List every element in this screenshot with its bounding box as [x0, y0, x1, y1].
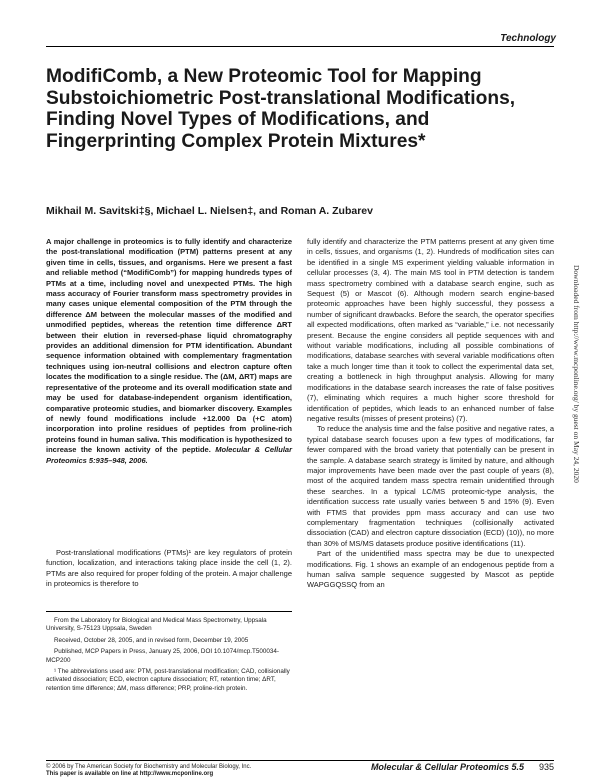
article-title: ModifiComb, a New Proteomic Tool for Mapping Substoichiometric Post-translational Modifications, Finding Novel Types of Modifications, and Fingerprinting Complex Protein Mixtures* [46, 66, 516, 152]
body-paragraph-1: fully identify and characterize the PTM patterns present at any given time in cells, tissues, and organisms (1, 2). Hundreds of modification sites can be identified in a single MS experiment yielding valuable information in cellular processes (3, 4). The main MS tool in PTM detection is tandem mass spectrometry combined with a database search engine, such as Sequest (5) or Mascot (6). Although modern search engine-based proteomic approaches have been highly successful, they possess a number of significant drawbacks. Before the search, the operator specifies all expected modifications, often marked as “variable,” i.e. not necessarily present. Because the engine considers all peptide sequences with and without variable modifications, including all possible combinations of modifications, database searches with several variable modifications often take a much longer time than it took to collect the experimental data set, creating a bottleneck in high throughput analysis. Allowing for many modifications in the database search increases the rate of false positives (7), eliminating which requires a much higher score threshold for identification of peptides, which leads to an enhanced number of false negative results (misses of present proteins) (7). [307, 237, 554, 423]
body-paragraph-3: Part of the unidentified mass spectra may be due to unexpected modifications. Fig. 1 shows an example of an endogenous peptide from a human saliva sample sequence suggested by Mascot as peptide WAPGGQSSQ from an [307, 549, 554, 590]
abstract-citation: Molecular & Cellular Proteomics 5:935–948, 2006. [46, 445, 293, 465]
abbreviations-note: ¹ The abbreviations used are: PTM, post-translational modification; CAD, collisionally activated dissociation; ECD, electron capture dissociation; RT, retention time; ΔRT, retention time difference; ΔM, mass difference; PRP, proline-rich protein. [46, 668, 290, 692]
footnote-rule [46, 611, 292, 612]
right-column [307, 237, 554, 591]
availability-link[interactable]: This paper is available on line at http://www.mcponline.org [46, 771, 214, 777]
header-rule [46, 46, 554, 47]
copyright: © 2006 by The American Society for Biochemistry and Molecular Biology, Inc. [46, 764, 252, 770]
received-note: Received, October 28, 2005, and in revised form, December 19, 2005 [54, 636, 249, 644]
footer-rule [46, 760, 554, 761]
affiliation-note: From the Laboratory for Biological and Medical Mass Spectrometry, Uppsala University, S-75123 Uppsala, Sweden [46, 617, 267, 633]
published-note: Published, MCP Papers in Press, January 25, 2006, DOI 10.1074/mcp.T500034-MCP200 [46, 648, 279, 664]
abstract-text: A major challenge in proteomics is to fully identify and characterize the post-translational modification (PTM) patterns present at any given time in cells, tissues, and organisms. Here we present a fast and reliable method (“ModifiComb”) for mapping hundreds types of PTMs at a time, including novel and unexpected PTMs. The high mass accuracy of Fourier transform mass spectrometry provides in many cases unique elemental composition of the PTM through the difference ΔM between the molecular masses of the modified and unmodified peptides, whereas the retention time difference ΔRT between their elution in reversed-phase liquid chromatography provides an additional dimension for PTM identification. Abundant sequence information obtained with complementary fragmentation techniques using ion-neutral collisions and electron capture often locates the modification to a single residue. The (ΔM, ΔRT) maps are representative of the proteome and its overall modification state and may be used for database-independent organism identification, comparative proteomic studies, and biomarker discovery. Examples of newly found modifications include +12.000 Da (+C atom) incorporation into proline residues of peptides from proline-rich proteins found in human saliva. This modification is hypothesized to increase the known activity of the peptide. [46, 237, 292, 455]
journal-name: Molecular & Cellular Proteomics 5.5 [370, 762, 524, 772]
download-watermark: Downloaded from http://www.mcponline.org/ by guest on May 24, 2020 [572, 265, 581, 483]
introduction [46, 548, 292, 590]
left-column [46, 237, 292, 466]
abstract [46, 237, 292, 466]
author-list: Mikhail M. Savitski‡§, Michael L. Nielsen‡, and Roman A. Zubarev [46, 205, 373, 217]
section-label: Technology [500, 33, 556, 44]
footnotes [46, 617, 292, 696]
body-paragraph-2: To reduce the analysis time and the false positive and negative rates, a typical database search focuses upon a few types of modifications, far fewer compared with the broad variety that potentially can be present in the sample. A database search strategy is limited by nature, and although major improvements have been made over the past couple of years (8), most of the acquired tandem mass spectra remain unidentified through these searches. In a typical LC/MS proteomic-type analysis, the identification success rate usually varies between 5 and 15% (9). Even with FTMS that provides ppm mass accuracy and can use two complementary fragmentation techniques (collisionally activated dissociation (CAD) and electron capture dissociation (ECD) (10)), no more than 30% of MS/MS datasets produce positive identifications (11). [307, 424, 554, 548]
page-number: 935 [538, 762, 554, 772]
intro-paragraph: Post-translational modifications (PTMs)¹ are key regulators of protein function, localization, and interactions taking place inside the cell (1, 2). PTMs are also required for proper folding of the protein. A major challenge in proteomics is therefore to [46, 548, 292, 589]
